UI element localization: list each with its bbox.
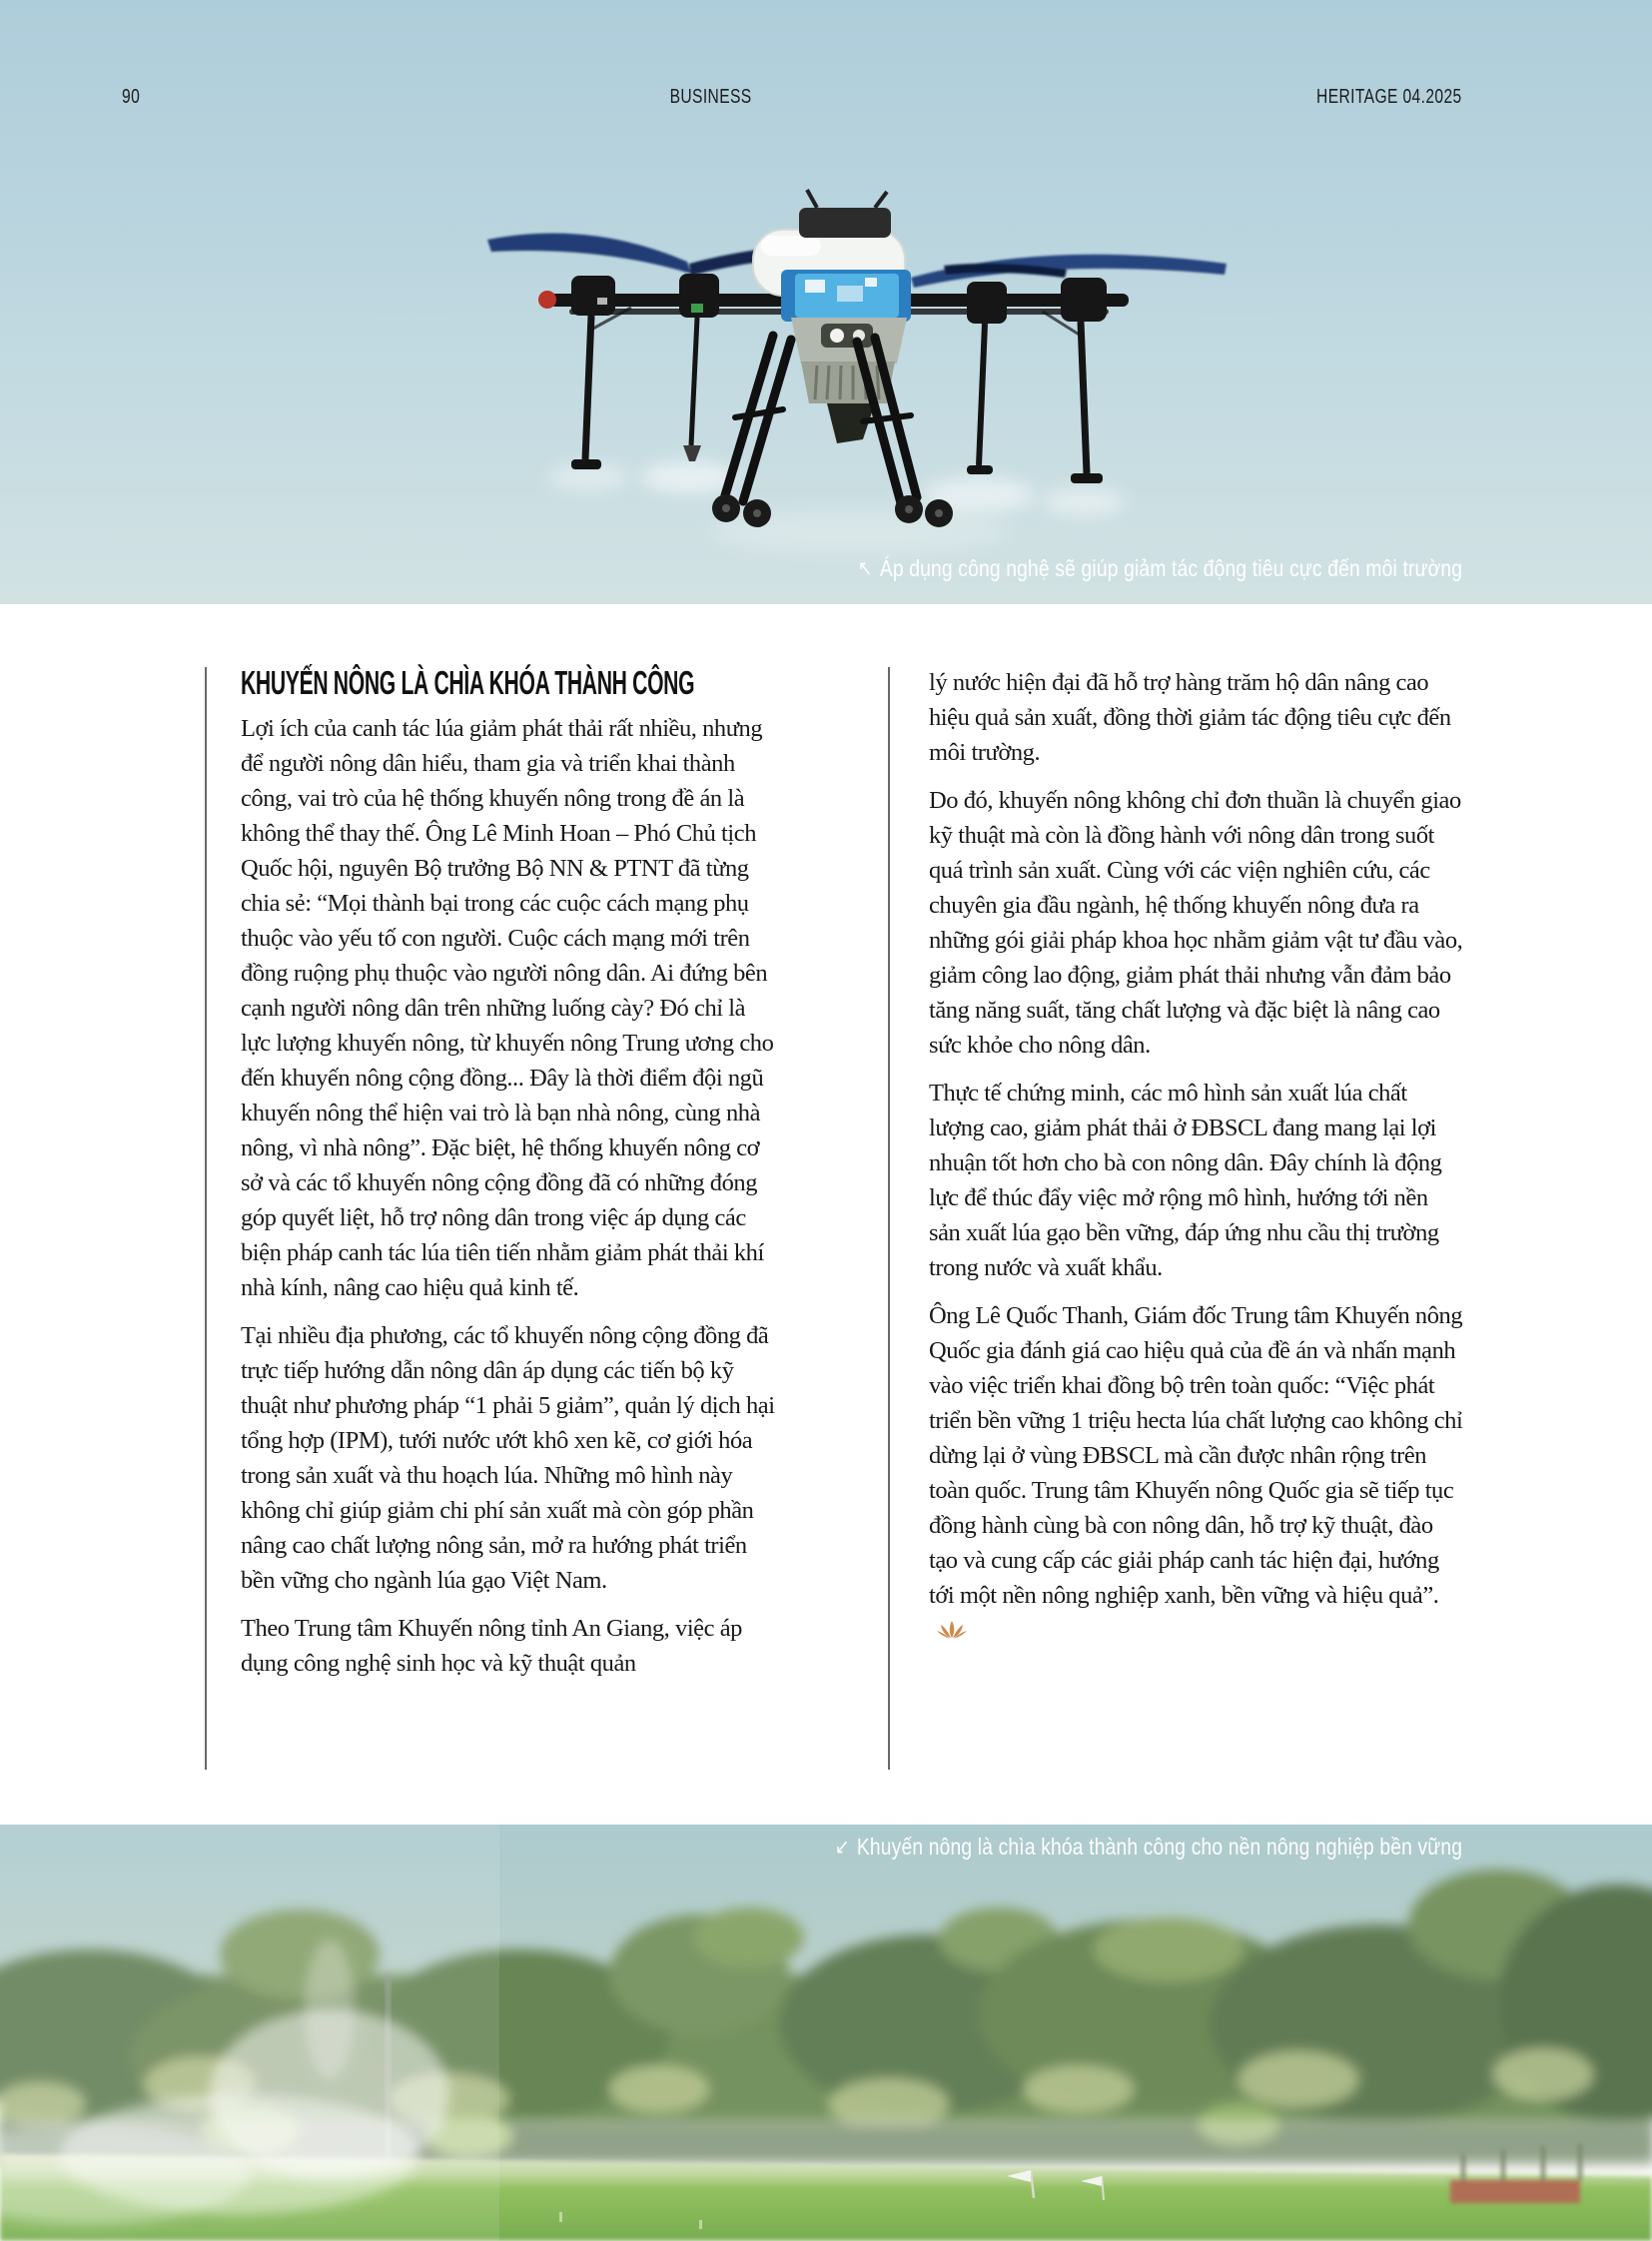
spray-mist bbox=[549, 461, 1124, 554]
arrow-up-left-icon: ↖ bbox=[857, 557, 873, 580]
paragraph: Lợi ích của canh tác lúa giảm phát thải rất nhiều, nhưng để người nông dân hiểu, tham gia và triển khai thành công, vai trò của hệ thống khuyến nông trong đề án là không thể thay thế. Ông Lê Minh Hoan – Phó Chủ tịch Quốc hội, nguyên Bộ trưởng Bộ NN & PTNT đã từng chia sẻ: “Mọi thành bại trong các cuộc cách mạng phụ thuộc vào yếu tố con người. Cuộc cách mạng mới trên đồng ruộng phụ thuộc vào người nông dân. Ai đứng bên cạnh người nông dân trên những luống cày? Đó chỉ là lực lượng khuyến nông, từ khuyến nông Trung ương cho đến khuyến nông cộng đồng... Đây là thời điểm đội ngũ khuyến nông thể hiện vai trò là bạn nhà nông, cùng nhà nông, vì nhà nông”. Đặc biệt, hệ thống khuyến nông cơ sở và các tổ khuyến nông cộng đồng đã có những đóng góp quyết liệt, hỗ trợ nông dân trong việc áp dụng các biện pháp canh tác lúa tiên tiến nhằm giảm phát thải khí nhà kính, nâng cao hiệu quả kinh tế. bbox=[241, 715, 774, 1301]
page-number: 90 bbox=[122, 86, 141, 108]
top-photo-sky bbox=[0, 0, 1652, 604]
arrow-down-left-icon: ↙ bbox=[834, 1836, 850, 1859]
bottom-photo bbox=[0, 1825, 1652, 2241]
landscape-illustration bbox=[0, 1825, 1652, 2241]
bottom-photo-caption-text: Khuyến nông là chìa khóa thành công cho nền nông nghiệp bền vững bbox=[856, 1834, 1462, 1860]
paragraph: Do đó, khuyến nông không chỉ đơn thuần là chuyển giao kỹ thuật mà còn là đồng hành với nông dân trong suốt quá trình sản xuất. Cùng với các viện nghiên cứu, các chuyên gia đầu ngành, hệ thống khuyến nông đưa ra những gói giải pháp khoa học nhằm giảm vật tư đầu vào, giảm công lao động, giảm phát thải nhưng vẫn đảm bảo tăng năng suất, tăng chất lượng và đặc biệt là nâng cao sức khỏe cho nông dân. bbox=[929, 787, 1463, 1059]
paragraph: Tại nhiều địa phương, các tổ khuyến nông cộng đồng đã trực tiếp hướng dẫn nông dân áp dụng các tiến bộ kỹ thuật như phương pháp “1 phải 5 giảm”, quản lý dịch hại tổng hợp (IPM), tưới nước ướt khô xen kẽ, cơ giới hóa trong sản xuất và thu hoạch lúa. Những mô hình này không chỉ giúp giảm chi phí sản xuất mà còn góp phần nâng cao chất lượng nông sản, mở ra hướng phát triển bền vững cho ngành lúa gạo Việt Nam. bbox=[241, 1322, 775, 1594]
article-heading: KHUYẾN NÔNG LÀ CHÌA KHÓA THÀNH CÔNG bbox=[241, 664, 695, 701]
drone-illustration bbox=[439, 178, 1239, 577]
page-header bbox=[122, 86, 1462, 109]
article-column-right bbox=[929, 665, 1464, 1661]
edition-label: HERITAGE 04.2025 bbox=[1316, 86, 1462, 108]
article-column-left bbox=[241, 665, 780, 1694]
column-rule-right bbox=[888, 667, 890, 1770]
paragraph-text: Ông Lê Quốc Thanh, Giám đốc Trung tâm Khuyến nông Quốc gia đánh giá cao hiệu quả của đề án và nhấn mạnh vào việc triển khai đồng bộ trên toàn quốc: “Việc phát triển bền vững 1 triệu hecta lúa chất lượng cao không chỉ dừng lại ở vùng ĐBSCL mà cần được nhân rộng trên toàn quốc. Trung tâm Khuyến nông Quốc gia sẽ tiếp tục đồng hành cùng bà con nông dân, hỗ trợ kỹ thuật, đào tạo và cung cấp các giải pháp canh tác hiện đại, hướng tới một nền nông nghiệp xanh, bền vững và hiệu quả”. bbox=[929, 1302, 1463, 1609]
arm-red-tip bbox=[538, 291, 556, 309]
paragraph bbox=[929, 1298, 1464, 1648]
paragraph: Thực tế chứng minh, các mô hình sản xuất lúa chất lượng cao, giảm phát thải ở ĐBSCL đang mang lại lợi nhuận tốt hơn cho bà con nông dân. Đây chính là động lực để thúc đẩy việc mở rộng mô hình, hướng tới nền sản xuất lúa gạo bền vững, đáp ứng nhu cầu thị trường trong nước và xuất khẩu. bbox=[929, 1080, 1442, 1281]
top-photo-caption bbox=[858, 555, 1462, 582]
paragraph: lý nước hiện đại đã hỗ trợ hàng trăm hộ dân nâng cao hiệu quả sản xuất, đồng thời giảm tác động tiêu cực đến môi trường. bbox=[929, 669, 1451, 766]
top-photo-caption-text: Áp dụng công nghệ sẽ giúp giảm tác động tiêu cực đến môi trường bbox=[879, 555, 1462, 581]
column-rule-left bbox=[205, 667, 207, 1770]
paragraph: Theo Trung tâm Khuyến nông tỉnh An Giang, việc áp dụng công nghệ sinh học và kỹ thuật quản bbox=[241, 1615, 742, 1677]
section-title: BUSINESS bbox=[669, 86, 752, 108]
lotus-end-mark-icon bbox=[937, 1619, 967, 1640]
bottom-photo-caption bbox=[835, 1834, 1462, 1861]
